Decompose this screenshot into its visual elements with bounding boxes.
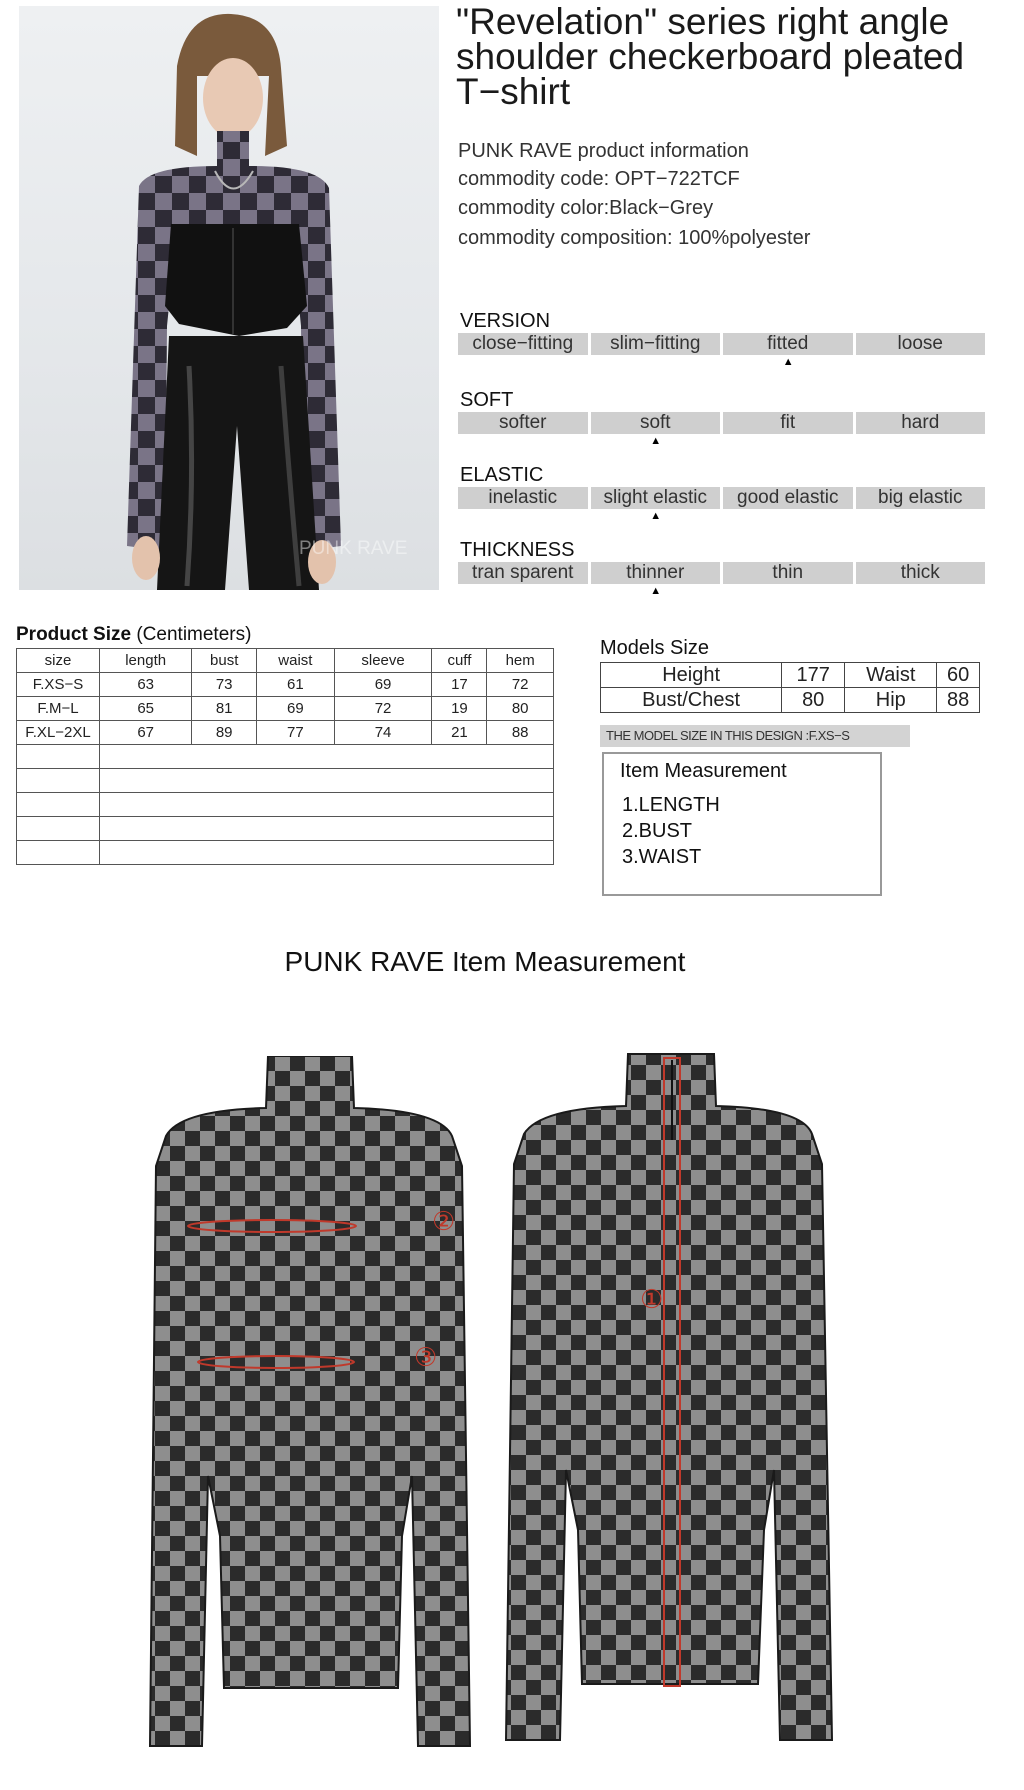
attr-option: tran sparent: [458, 562, 588, 584]
table-row: F.XL−2XL 67 89 77 74 21 88: [17, 721, 554, 745]
table-row-empty: [17, 793, 554, 817]
model-size-note: THE MODEL SIZE IN THIS DESIGN :F.XS−S: [600, 725, 910, 747]
table-row: Height 177 Waist 60: [601, 663, 980, 688]
table-row: Bust/Chest 80 Hip 88: [601, 688, 980, 713]
table-row: F.XS−S 63 73 61 69 17 72: [17, 673, 554, 697]
col-header: bust: [192, 649, 257, 673]
attr-option: thick: [856, 562, 986, 584]
attr-option-selected: slight elastic ▲: [591, 487, 721, 509]
attr-version-label: VERSION: [460, 310, 551, 332]
garment-back-photo: [496, 1050, 846, 1750]
attr-option: slim−fitting: [591, 333, 721, 355]
col-header: size: [17, 649, 100, 673]
commodity-composition: commodity composition: 100%polyester: [458, 227, 811, 249]
product-size-title: Product Size (Centimeters): [16, 624, 252, 645]
attr-option: thin: [723, 562, 853, 584]
attr-option-selected: thinner ▲: [591, 562, 721, 584]
table-row-empty: [17, 841, 554, 865]
attr-option-selected: soft ▲: [591, 412, 721, 434]
table-header-row: [17, 649, 554, 673]
attr-option: hard: [856, 412, 986, 434]
selected-marker-icon: ▲: [650, 510, 662, 522]
attr-soft-scale: [458, 412, 985, 447]
selected-marker-icon: ▲: [650, 585, 662, 597]
attr-elastic-label: ELASTIC: [460, 464, 544, 486]
item-measurement-heading: Item Measurement: [620, 760, 787, 782]
attr-thickness-scale: [458, 562, 985, 597]
attr-option: close−fitting: [458, 333, 588, 355]
section-title: PUNK RAVE Item Measurement: [284, 946, 686, 977]
product-title: "Revelation" series right angle shoulder checkerboard pleated T−shirt: [456, 1, 965, 112]
attr-option: fit: [723, 412, 853, 434]
table-row-empty: [17, 817, 554, 841]
col-header: sleeve: [334, 649, 432, 673]
item-measurement-box: [602, 752, 882, 896]
attr-version-scale: [458, 333, 985, 368]
callout-length: ①: [640, 1284, 664, 1314]
table-row-empty: [17, 769, 554, 793]
measurement-item: 2.BUST: [622, 820, 693, 842]
model-photo: [19, 6, 439, 590]
attr-elastic-scale: [458, 487, 985, 522]
attr-thickness-label: THICKNESS: [460, 539, 575, 561]
attr-option: big elastic: [856, 487, 986, 509]
attr-option: loose: [856, 333, 986, 355]
attr-option: inelastic: [458, 487, 588, 509]
garment-front-photo: [140, 1056, 480, 1756]
models-size-title: Models Size: [600, 637, 709, 659]
measurement-item: 1.LENGTH: [622, 794, 720, 816]
attr-option: good elastic: [723, 487, 853, 509]
measurement-item: 3.WAIST: [622, 846, 702, 868]
table-row: F.M−L 65 81 69 72 19 80: [17, 697, 554, 721]
info-heading: PUNK RAVE product information: [458, 140, 749, 162]
attr-soft-label: SOFT: [460, 389, 514, 411]
selected-marker-icon: ▲: [782, 356, 794, 368]
watermark: PUNK RAVE: [299, 538, 408, 559]
attr-option: softer: [458, 412, 588, 434]
col-header: hem: [487, 649, 554, 673]
commodity-code: commodity code: OPT−722TCF: [458, 168, 740, 190]
callout-waist: ③: [414, 1342, 438, 1372]
callout-bust: ②: [432, 1206, 456, 1236]
models-size-table: [600, 662, 980, 713]
col-header: length: [100, 649, 192, 673]
commodity-color: commodity color:Black−Grey: [458, 197, 714, 219]
table-row-empty: [17, 745, 554, 769]
selected-marker-icon: ▲: [650, 435, 662, 447]
col-header: cuff: [432, 649, 487, 673]
attr-option-selected: fitted ▲: [723, 333, 853, 355]
col-header: waist: [257, 649, 335, 673]
size-table: [16, 648, 554, 865]
